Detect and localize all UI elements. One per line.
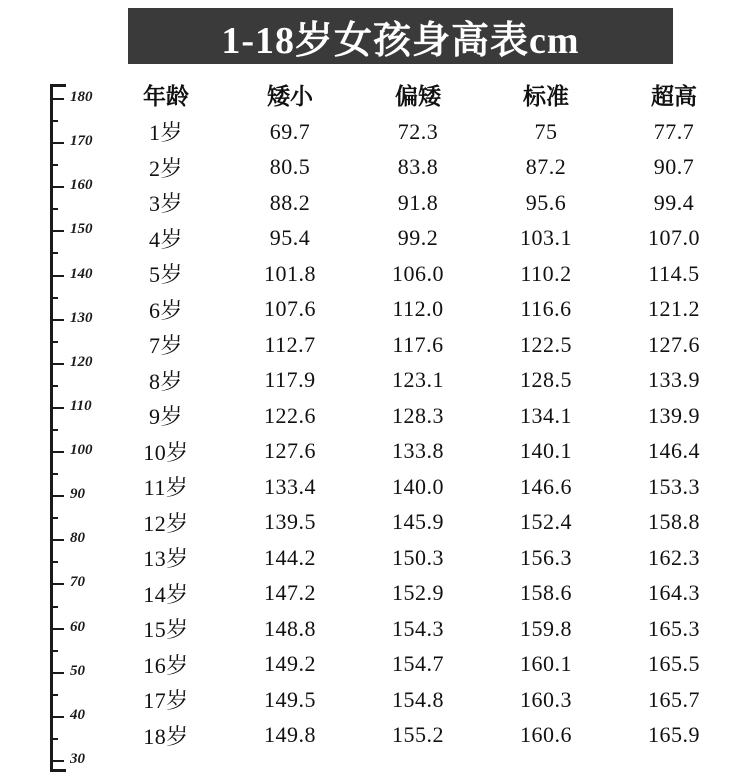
cell-height-tall: 90.7 [653,154,695,180]
cell-height-short: 101.8 [264,260,316,286]
ruler-tick-label: 160 [70,177,93,194]
cell-age: 8岁 [148,368,183,394]
cell-age: 6岁 [148,297,183,323]
cell-age: 17岁 [143,688,189,714]
cell-height-belowavg: 152.9 [392,580,444,606]
cell-height-standard: 160.3 [520,686,572,712]
table-row [106,505,738,541]
ruler-tick [50,451,64,453]
cell-height-short: 95.4 [269,225,311,251]
cell-height-short: 148.8 [264,615,316,641]
ruler-tick-label: 110 [70,397,92,414]
cell-age: 3岁 [148,191,183,217]
ruler-tick-label: 30 [70,751,85,767]
column-header-belowavg: 偏矮 [395,83,441,109]
cell-height-short: 112.7 [264,331,316,357]
cell-height-standard: 110.2 [520,260,572,286]
cell-age: 5岁 [148,262,183,288]
ruler-tick-label: 60 [70,618,85,635]
cell-age: 1岁 [148,120,183,146]
cell-age: 10岁 [143,439,189,465]
ruler-minor-tick [50,208,58,210]
ruler-tick [50,716,64,718]
table-row [106,256,738,292]
ruler-minor-tick [50,341,58,343]
ruler-tick [50,186,64,188]
cell-height-tall: 165.9 [648,722,700,748]
cell-height-tall: 127.6 [648,331,700,357]
ruler-minor-tick [50,561,58,563]
cell-height-standard: 152.4 [520,509,572,535]
height-table-wrap [106,74,738,753]
cell-height-short: 127.6 [264,438,316,464]
cell-height-belowavg: 154.8 [392,686,444,712]
table-row [106,576,738,612]
cell-height-tall: 165.3 [648,615,700,641]
ruler-tick-label: 120 [70,353,93,370]
ruler-tick-label: 80 [70,530,85,547]
cell-height-belowavg: 117.6 [392,331,444,357]
cell-height-short: 69.7 [269,118,311,144]
ruler-tick-label: 140 [70,265,93,282]
column-header-standard: 标准 [523,83,569,109]
ruler-tick-label: 50 [70,662,85,679]
table-row [106,185,738,221]
ruler-minor-tick [50,385,58,387]
cell-height-belowavg: 155.2 [392,722,444,748]
cell-height-standard: 103.1 [520,225,572,251]
cell-height-belowavg: 106.0 [392,260,444,286]
cell-height-belowavg: 154.3 [392,615,444,641]
table-row [106,221,738,257]
cell-height-short: 88.2 [269,189,311,215]
cell-height-standard: 95.6 [525,189,567,215]
ruler-tick-label: 100 [70,442,93,459]
cell-height-standard: 116.6 [520,296,572,322]
cell-height-tall: 99.4 [653,189,695,215]
cell-height-belowavg: 123.1 [392,367,444,393]
cell-height-short: 80.5 [269,154,311,180]
cell-height-tall: 158.8 [648,509,700,535]
ruler-tick [50,230,64,232]
ruler-minor-tick [50,694,58,696]
cell-height-belowavg: 91.8 [397,189,439,215]
cell-height-belowavg: 150.3 [392,544,444,570]
cell-height-tall: 121.2 [648,296,700,322]
cell-height-short: 149.2 [264,651,316,677]
cell-age: 9岁 [148,404,183,430]
cell-height-short: 147.2 [264,580,316,606]
cell-height-short: 117.9 [264,367,316,393]
table-row [106,647,738,683]
table-row [106,363,738,399]
table-row [106,611,738,647]
cell-age: 4岁 [148,226,183,252]
page-title: 1-18岁女孩身高表cm [221,19,580,62]
ruler-tick [50,628,64,630]
cell-age: 14岁 [143,581,189,607]
cell-height-short: 139.5 [264,509,316,535]
ruler-tick [50,363,64,365]
table-row [106,469,738,505]
cell-height-standard: 134.1 [520,402,572,428]
cell-height-standard: 146.6 [520,473,572,499]
ruler-tick-label: 170 [70,133,93,150]
ruler-tick [50,275,64,277]
cell-height-tall: 162.3 [648,544,700,570]
cell-height-belowavg: 128.3 [392,402,444,428]
ruler-tick [50,760,64,762]
cell-height-standard: 156.3 [520,544,572,570]
height-table [106,74,738,753]
cell-age: 13岁 [143,546,189,572]
table-row [106,114,738,150]
table-row [106,327,738,363]
cell-age: 2岁 [148,155,183,181]
ruler-minor-tick [50,429,58,431]
cell-height-standard: 160.6 [520,722,572,748]
height-ruler [26,84,110,772]
ruler-tick-label: 40 [70,706,85,723]
table-row [106,150,738,186]
cell-age: 12岁 [143,510,189,536]
cell-height-belowavg: 154.7 [392,651,444,677]
ruler-tick [50,319,64,321]
cell-height-standard: 158.6 [520,580,572,606]
table-header-row [106,74,738,114]
ruler-minor-tick [50,252,58,254]
ruler-tick [50,672,64,674]
cell-height-belowavg: 99.2 [397,225,439,251]
ruler-minor-tick [50,517,58,519]
cell-height-short: 122.6 [264,402,316,428]
cell-height-tall: 165.7 [648,686,700,712]
cell-age: 16岁 [143,652,189,678]
cell-height-belowavg: 140.0 [392,473,444,499]
table-row [106,682,738,718]
ruler-tick [50,495,64,497]
cell-height-standard: 159.8 [520,615,572,641]
cell-height-tall: 164.3 [648,580,700,606]
cell-height-standard: 122.5 [520,331,572,357]
ruler-minor-tick [50,120,58,122]
ruler-tick [50,539,64,541]
cell-height-standard: 87.2 [525,154,567,180]
cell-height-belowavg: 72.3 [397,118,439,144]
cell-height-tall: 133.9 [648,367,700,393]
table-row [106,398,738,434]
ruler-tick-label: 90 [70,486,85,503]
cell-height-tall: 146.4 [648,438,700,464]
ruler-tick [50,142,64,144]
cell-height-belowavg: 112.0 [392,296,444,322]
cell-age: 7岁 [148,333,183,359]
column-header-age: 年龄 [143,83,189,109]
cell-height-standard: 160.1 [520,651,572,677]
ruler-minor-tick [50,164,58,166]
ruler-minor-tick [50,650,58,652]
cell-height-belowavg: 83.8 [397,154,439,180]
cell-age: 11岁 [143,475,189,501]
column-header-short: 矮小 [267,83,313,109]
cell-age: 18岁 [143,723,189,749]
table-row [106,540,738,576]
cell-height-tall: 139.9 [648,402,700,428]
cell-height-short: 149.5 [264,686,316,712]
ruler-minor-tick [50,473,58,475]
cell-height-tall: 107.0 [648,225,700,251]
ruler-minor-tick [50,606,58,608]
cell-height-short: 149.8 [264,722,316,748]
cell-height-tall: 153.3 [648,473,700,499]
ruler-tick-label: 70 [70,574,85,591]
table-row [106,292,738,328]
cell-height-tall: 114.5 [648,260,700,286]
ruler-tick-label: 180 [70,89,93,105]
cell-height-standard: 140.1 [520,438,572,464]
ruler-tick-label: 130 [70,309,93,326]
cell-height-belowavg: 145.9 [392,509,444,535]
cell-height-belowavg: 133.8 [392,438,444,464]
table-row [106,434,738,470]
ruler-tick [50,407,64,409]
cell-height-standard: 75 [534,118,558,144]
ruler-tick-label: 150 [70,221,93,238]
table-row [106,718,738,754]
cell-height-standard: 128.5 [520,367,572,393]
page-title-banner [128,8,673,64]
column-header-tall: 超高 [651,83,697,109]
ruler-tick [50,98,64,100]
cell-age: 15岁 [143,617,189,643]
cell-height-tall: 77.7 [653,118,695,144]
cell-height-short: 144.2 [264,544,316,570]
cell-height-tall: 165.5 [648,651,700,677]
ruler-minor-tick [50,297,58,299]
cell-height-short: 107.6 [264,296,316,322]
ruler-minor-tick [50,738,58,740]
ruler-tick [50,583,64,585]
cell-height-short: 133.4 [264,473,316,499]
